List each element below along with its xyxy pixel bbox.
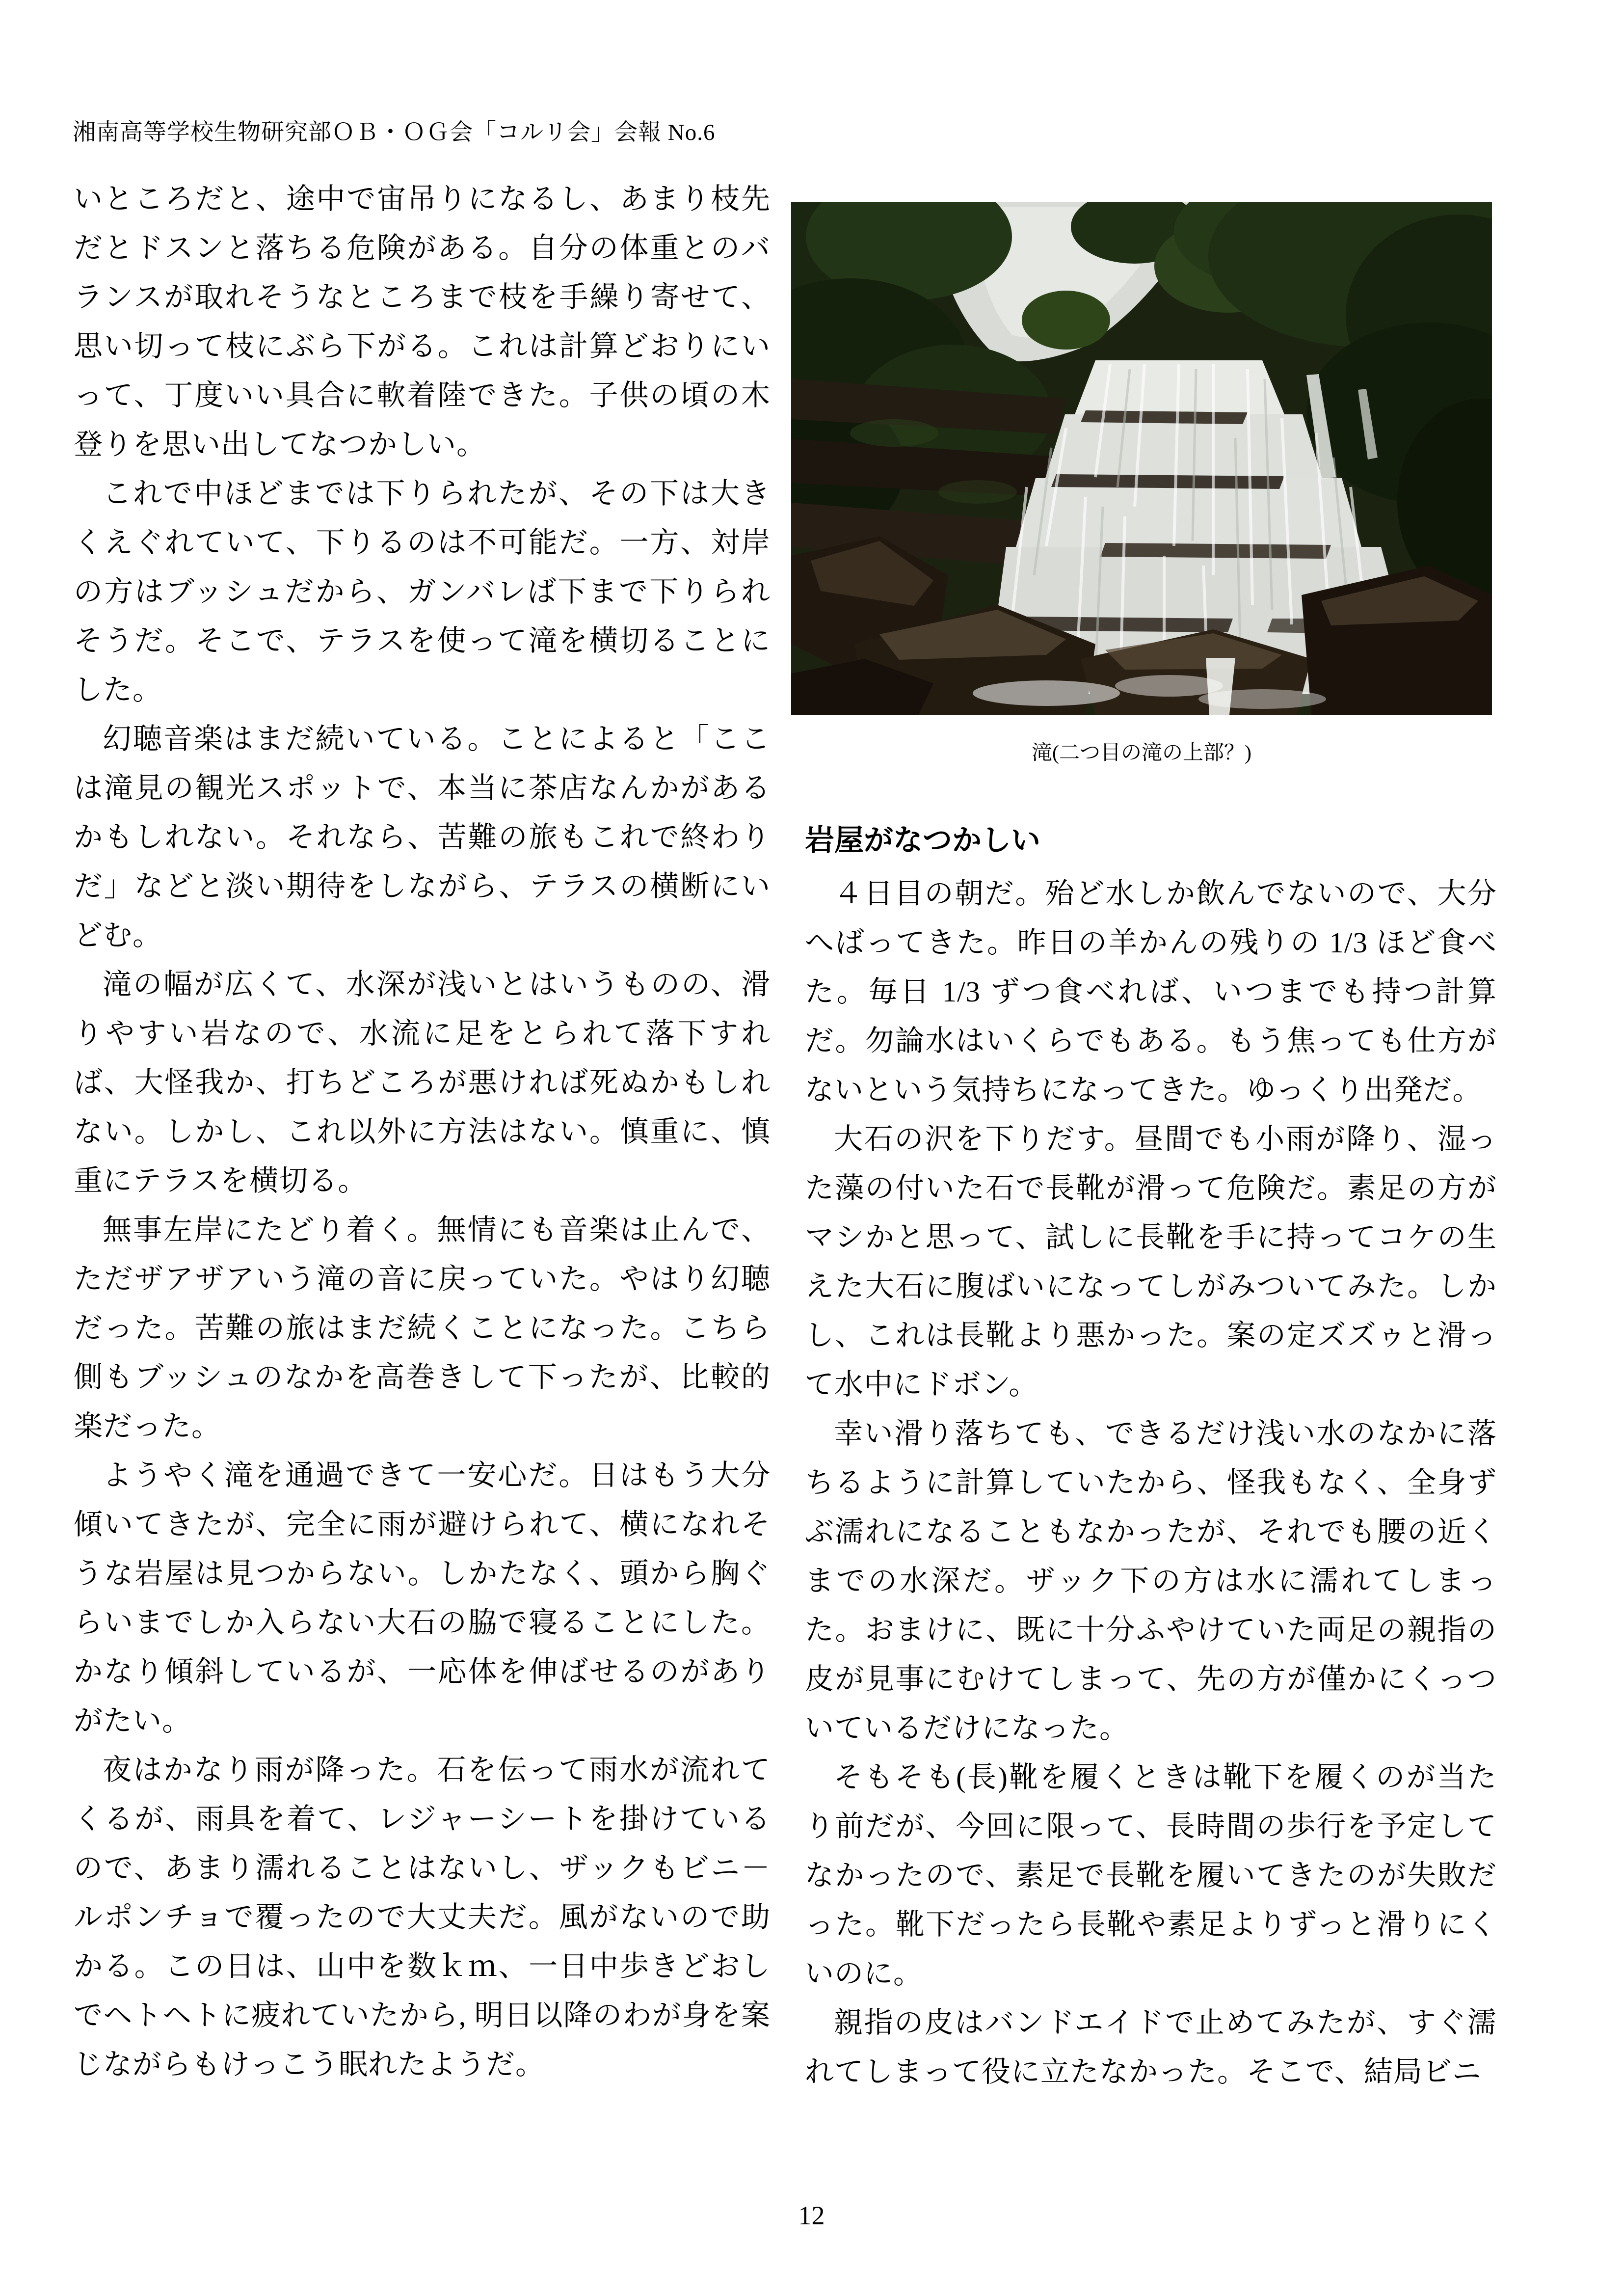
body-paragraph: 幸い滑り落ちても、できるだけ浅い水のなかに落ちるように計算していたから、怪我もなく、全身ずぶ濡れになることもなかったが、それでも腰の近くまでの水深だ。ザック下の方は水に濡れてしまった。おまけに、既に十分ふやけていた両足の親指の皮が見事にむけてしまって、先の方が僅かにくっついているだけになった。 <box>805 1417 1497 1744</box>
body-paragraph: 無事左岸にたどり着く。無情にも音楽は止んで、ただザアザアいう滝の音に戻っていた。やはり幻聴だった。苦難の旅はまだ続くことになった。こちら側もブッシュのなかを高巻きして下ったが、比較的楽だった。 <box>74 1214 771 1442</box>
photo-caption: 滝(二つ目の滝の上部？) <box>1032 742 1251 764</box>
waterfall-figure <box>791 202 1492 768</box>
body-paragraph: ようやく滝を通過できて一安心だ。日はもう大分傾いてきたが、完全に雨が避けられて、横になれそうな岩屋は見つからない。しかたなく、頭から胸ぐらいまでしか入らない大石の脇で寝ることにした。かなり傾斜しているが、一応体を伸ばせるのがありがたい。 <box>74 1459 771 1737</box>
section-heading: 岩屋がなつかしい <box>805 824 1040 857</box>
right-column <box>791 202 1497 2096</box>
page-number: 12 <box>798 2201 825 2230</box>
right-column-body <box>805 869 1497 2096</box>
body-paragraph: 親指の皮はバンドエイドで止めてみたが、すぐ濡れてしまって役に立たなかった。そこで、結局ビニ <box>805 2006 1497 2088</box>
body-paragraph: そもそも(長)靴を履くときは靴下を履くのが当たり前だが、今回に限って、長時間の歩行を予定してなかったので、素足で長靴を履いてきたのが失敗だった。靴下だったら長靴や素足よりずっと滑りにくいのに。 <box>805 1761 1497 1990</box>
body-paragraph: これで中ほどまでは下りられたが、その下は大きくえぐれていて、下りるのは不可能だ。一方、対岸の方はブッシュだから、ガンバレば下まで下りられそうだ。そこで、テラスを使って滝を横切ることにした。 <box>74 477 771 706</box>
body-paragraph: 夜はかなり雨が降った。石を伝って雨水が流れてくるが、雨具を着て、レジャーシートを掛けているので、あまり濡れることはないし、ザックもビニ－ルポンチョで覆ったので大丈夫だ。風がないので助かる。この日は、山中を数ｋｍ、一日中歩きどおしでヘトヘトに疲れていたから, 明日以降のわが身を案じながらもけっこう眠れたようだ。 <box>74 1754 771 2080</box>
body-paragraph: 幻聴音楽はまだ続いている。ことによると「ここは滝見の観光スポットで、本当に茶店なんかがあるかもしれない。それなら、苦難の旅もこれで終わりだ」などと淡い期待をしながら、テラスの横断にいどむ。 <box>74 723 771 951</box>
waterfall-photo <box>791 202 1492 715</box>
body-paragraph: 大石の沢を下りだす。昼間でも小雨が降り、湿った藻の付いた石で長靴が滑って危険だ。素足の方がマシかと思って、試しに長靴を手に持ってコケの生えた大石に腹ばいになってしがみついてみた。しかし、これは長靴より悪かった。案の定ズズゥと滑って水中にドボン。 <box>805 1123 1497 1401</box>
body-paragraph: いところだと、途中で宙吊りになるし、あまり枝先だとドスンと落ちる危険がある。自分の体重とのバランスが取れそうなところまで枝を手繰り寄せて、思い切って枝にぶら下がる。これは計算どおりにいって、丁度いい具合に軟着陸できた。子供の頃の木登りを思い出してなつかしい。 <box>74 183 771 460</box>
page-header: 湘南高等学校生物研究部ＯＢ・ＯＧ会「コルリ会」会報 No.6 <box>73 120 716 145</box>
body-paragraph: 滝の幅が広くて、水深が浅いとはいうものの、滑りやすい岩なので、水流に足をとられて落下すれば、大怪我か、打ちどころが悪ければ死ぬかもしれない。しかし、これ以外に方法はない。慎重に、慎重にテラスを横切る。 <box>74 968 771 1197</box>
body-paragraph: ４日目の朝だ。殆ど水しか飲んでないので、大分へばってきた。昨日の羊かんの残りの 1/3 ほど食べた。毎日 1/3 ずつ食べれば、いつまでも持つ計算だ。勿論水はいくらでもある。もう焦っても仕方がないという気持ちになってきた。ゆっくり出発だ。 <box>805 877 1497 1106</box>
left-column <box>74 174 771 2089</box>
